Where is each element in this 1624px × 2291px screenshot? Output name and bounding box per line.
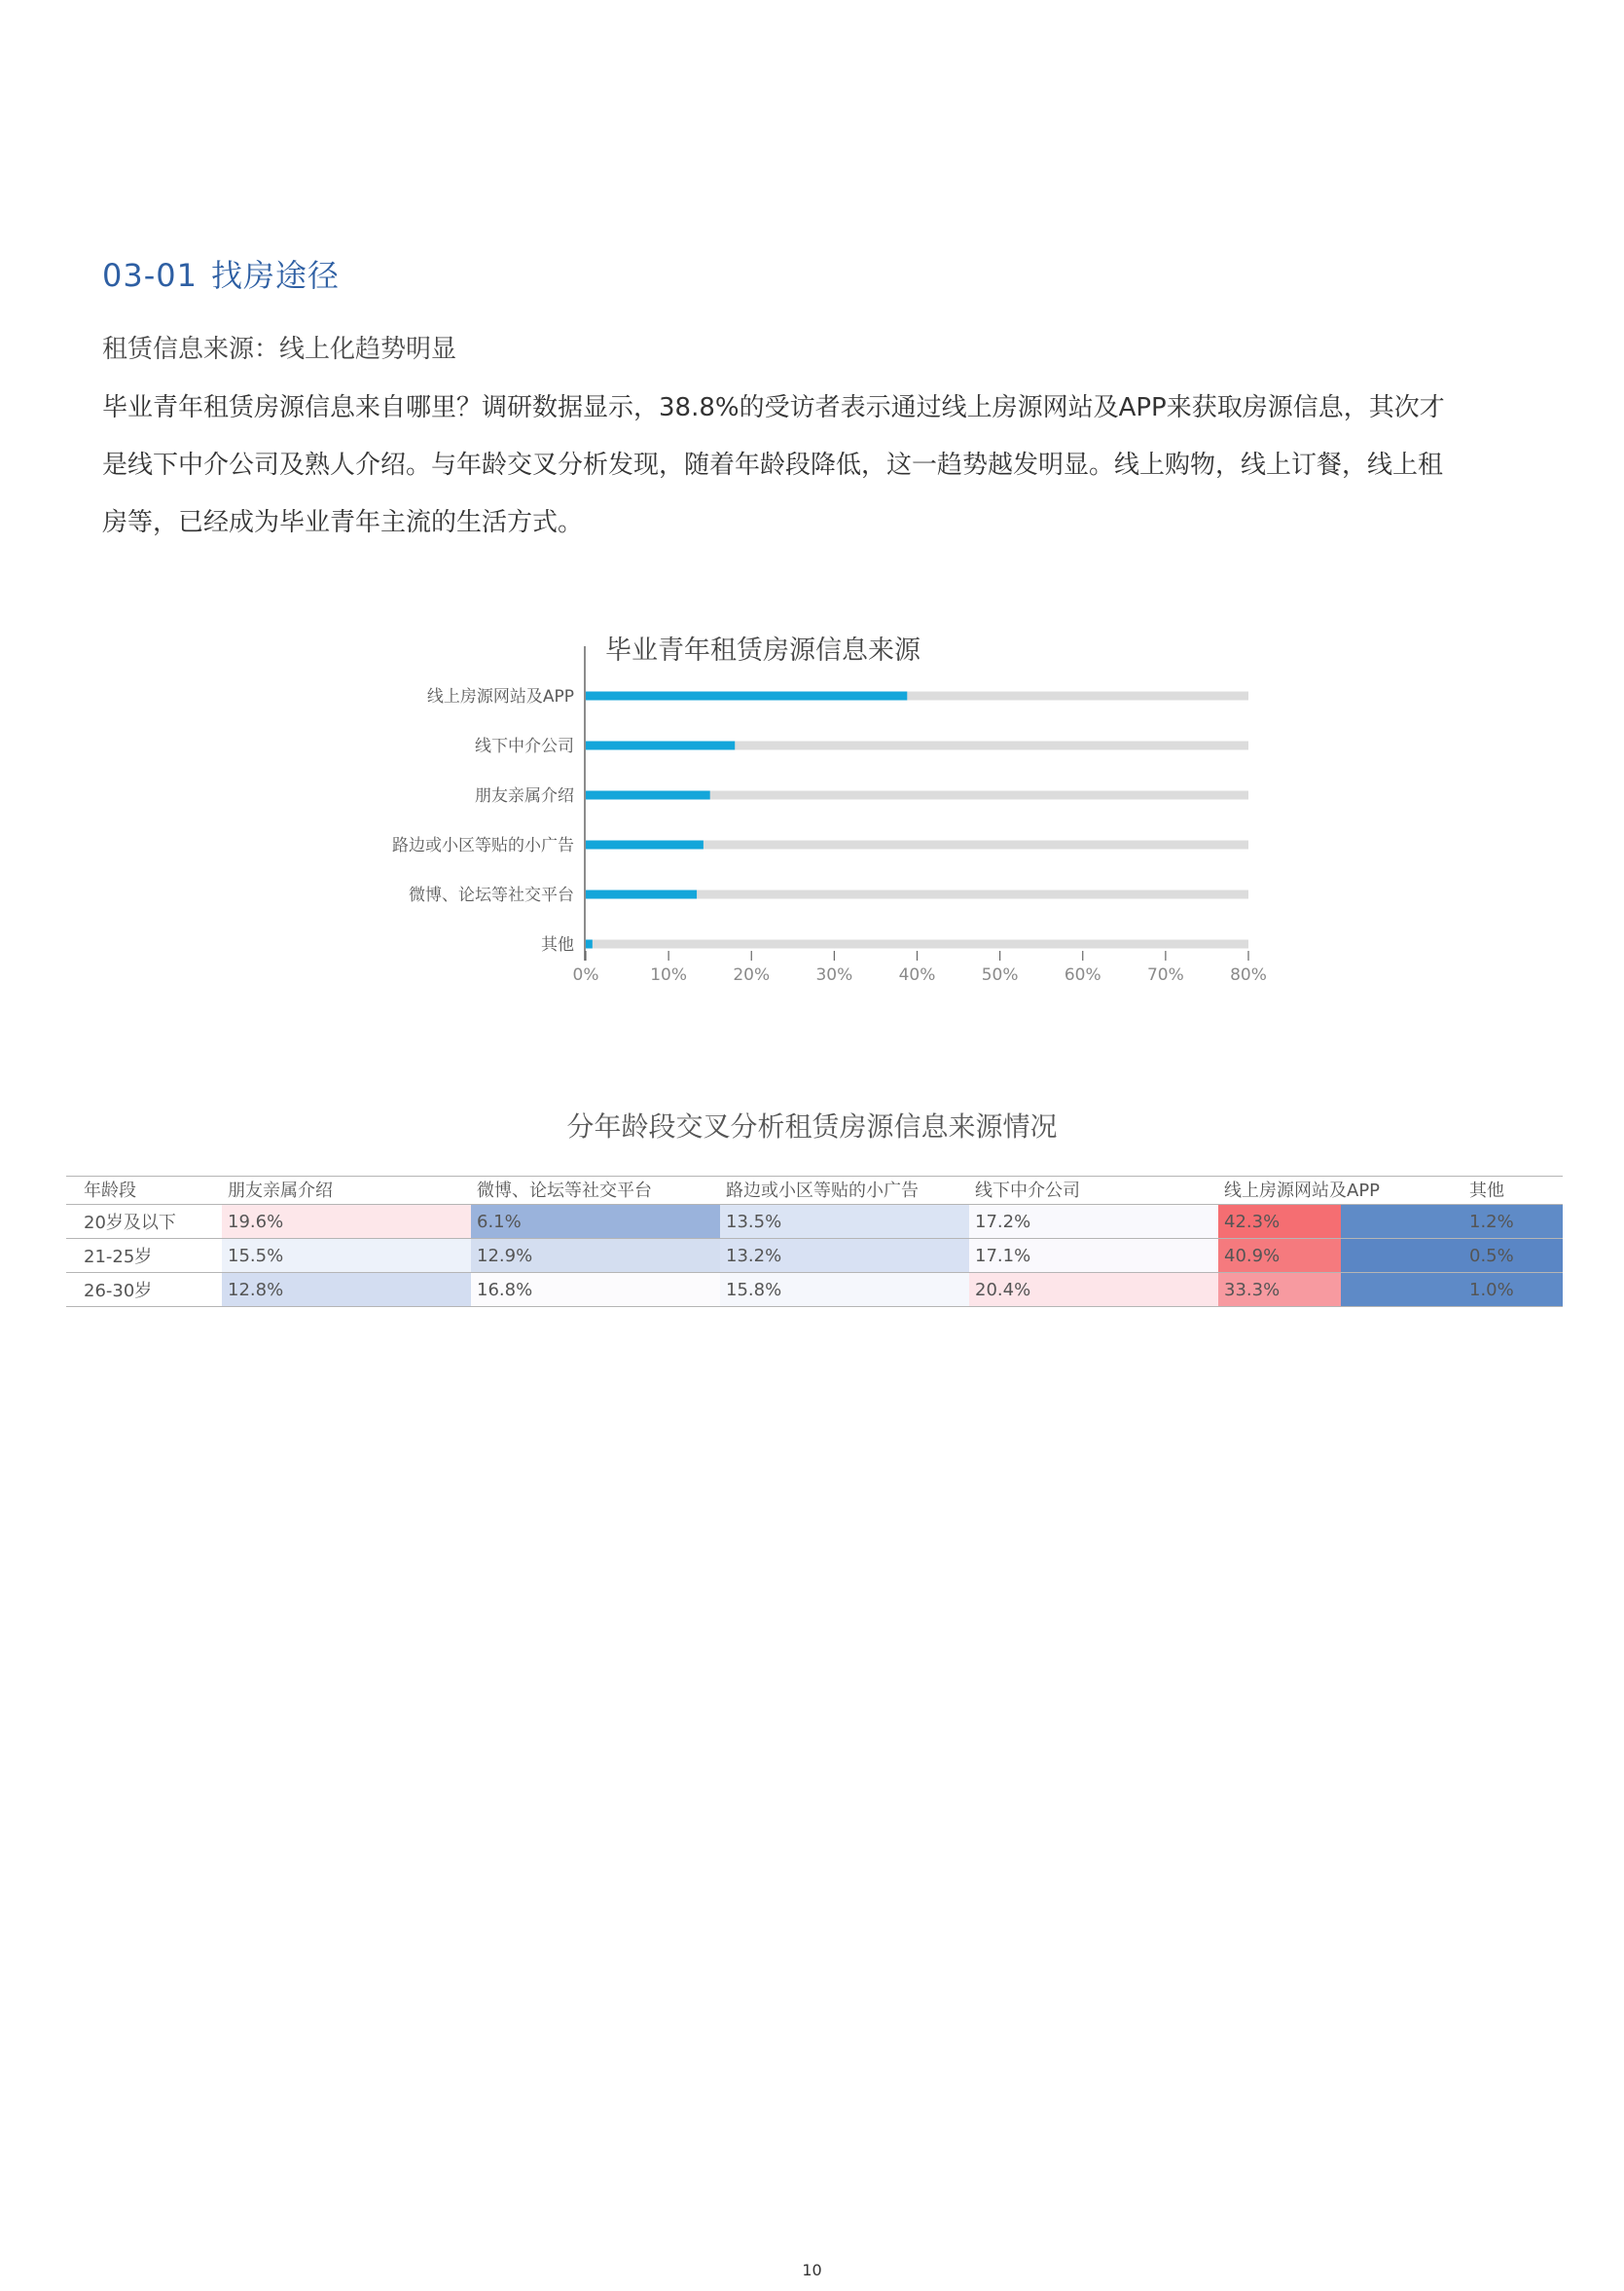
x-tick-label: 60% (1064, 965, 1101, 985)
subtitle: 租赁信息来源：线上化趋势明显 (102, 335, 457, 364)
table-row (66, 1273, 1563, 1307)
table-header-cell: 路边或小区等贴的小广告 (720, 1177, 969, 1205)
table-header-cell: 线下中介公司 (969, 1177, 1218, 1205)
chart-title: 毕业青年租赁房源信息来源 (605, 636, 920, 666)
table-row (66, 1205, 1563, 1239)
section-number: 03-01 (102, 257, 198, 294)
bar (586, 891, 697, 899)
data-cell: 12.8% (222, 1273, 471, 1307)
bar (586, 692, 907, 701)
data-cell: 17.2% (969, 1205, 1218, 1239)
x-tick-label: 70% (1146, 965, 1184, 985)
age-cell: 21-25岁 (66, 1239, 222, 1273)
data-cell: 19.6% (222, 1205, 471, 1239)
x-tick-label: 50% (981, 965, 1019, 985)
age-cell: 26-30岁 (66, 1273, 222, 1307)
bar-track (586, 940, 1248, 949)
bar (586, 940, 593, 949)
data-cell (1341, 1239, 1563, 1273)
data-cell: 16.8% (471, 1273, 720, 1307)
table-title: 分年龄段交叉分析租赁房源信息来源情况 (566, 1110, 1058, 1143)
data-cell: 15.8% (720, 1273, 969, 1307)
bar (586, 841, 704, 850)
cross-analysis-table (66, 1176, 1563, 1307)
table-header-row (66, 1177, 1563, 1205)
table-header-cell: 年龄段 (66, 1177, 222, 1205)
x-tick-label: 80% (1230, 965, 1267, 985)
table-header-cell: 微博、论坛等社交平台 (471, 1177, 720, 1205)
data-cell: 12.9% (471, 1239, 720, 1273)
paragraph-line: 房等，已经成为毕业青年主流的生活方式。 (102, 508, 584, 537)
table-row (66, 1239, 1563, 1273)
bar (586, 791, 710, 800)
data-cell: 40.9% (1218, 1239, 1341, 1273)
data-cell-value: 1.2% (1469, 1211, 1514, 1232)
x-tick-label: 30% (815, 965, 853, 985)
data-cell: 15.5% (222, 1239, 471, 1273)
body-paragraph (102, 380, 1533, 552)
bar (586, 742, 735, 750)
header-other-label: 其他 (1469, 1181, 1504, 1201)
paragraph-line: 是线下中介公司及熟人介绍。与年龄交叉分析发现，随着年龄段降低，这一趋势越发明显。线上购物，线上订餐，线上租 (102, 451, 1444, 480)
x-tick-label: 0% (572, 965, 599, 985)
table-header-cell (1218, 1177, 1563, 1205)
category-label: 微博、论坛等社交平台 (409, 886, 574, 905)
category-label: 路边或小区等贴的小广告 (392, 836, 574, 855)
bar-chart (321, 623, 1294, 1002)
page-number: 10 (802, 2261, 822, 2279)
category-label: 线上房源网站及APP (426, 687, 574, 707)
section-title-text: 找房途径 (210, 257, 340, 294)
category-label: 线下中介公司 (475, 737, 574, 756)
data-cell: 13.5% (720, 1205, 969, 1239)
section-title (102, 251, 340, 296)
x-tick-label: 20% (733, 965, 771, 985)
data-cell (1341, 1205, 1563, 1239)
age-cell: 20岁及以下 (66, 1205, 222, 1239)
x-tick-label: 40% (898, 965, 936, 985)
data-cell: 20.4% (969, 1273, 1218, 1307)
category-label: 其他 (541, 935, 574, 955)
header-online-label: 线上房源网站及APP (1224, 1181, 1381, 1201)
data-cell: 42.3% (1218, 1205, 1341, 1239)
data-cell (1341, 1273, 1563, 1307)
data-cell: 33.3% (1218, 1273, 1341, 1307)
paragraph-line: 毕业青年租赁房源信息来自哪里？调研数据显示，38.8%的受访者表示通过线上房源网站及APP来获取房源信息，其次才 (102, 393, 1445, 422)
data-cell-value: 0.5% (1469, 1245, 1514, 1266)
table-header-cell: 朋友亲属介绍 (222, 1177, 471, 1205)
data-cell: 17.1% (969, 1239, 1218, 1273)
data-cell: 13.2% (720, 1239, 969, 1273)
data-cell-value: 1.0% (1469, 1279, 1514, 1300)
x-tick-label: 10% (650, 965, 688, 985)
data-cell: 6.1% (471, 1205, 720, 1239)
category-label: 朋友亲属介绍 (475, 786, 574, 806)
